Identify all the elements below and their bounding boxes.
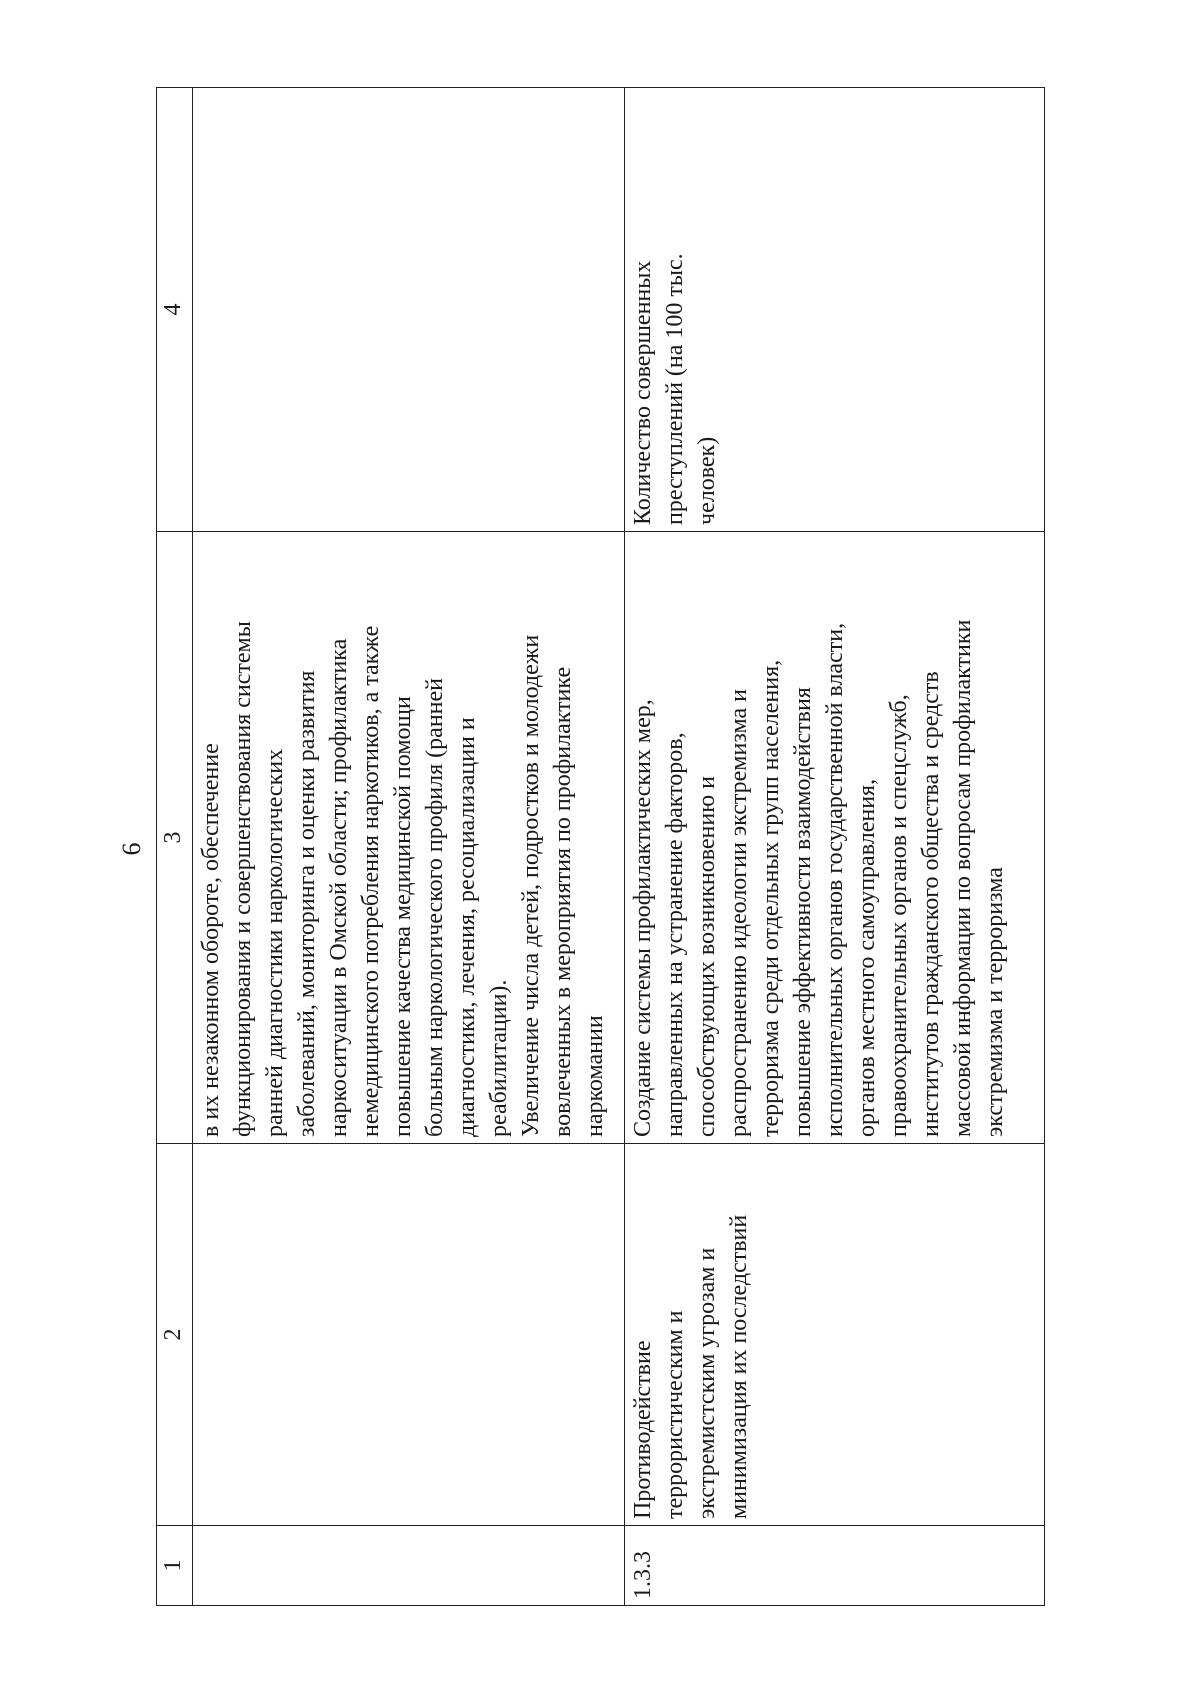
row-description-cell: Создание системы профилактических мер, направленных на устранение факторов, способствующих возникновению и распространению идеологии экстремизма и терроризма среди отдельных групп населения, повышение эффективности взаимодействия исполнительных органов государственной власти, органов местного самоуправления, правоохранительных органов и спецслужб, институтов гражданского общества и средств массовой информации по вопросам профилактики экстремизма и терроризма (625, 532, 1045, 1144)
row-description-cell: в их незаконном обороте, обеспечение функционирования и совершенствования системы ранней диагностики наркологических заболеваний, мониторинга и оценки развития наркоситуации в Омской области; профилактика немедицинского потребления наркотиков, а также повышение качества медицинской помощи больным наркологического профиля (ранней диагностики, лечения, ресоциализации и реабилитации). Увеличение числа детей, подростков и молодежи вовлеченных в мероприятия по профилактике наркомании (193, 532, 625, 1144)
rotated-table-container (156, 88, 1044, 1606)
table-row (193, 88, 625, 1606)
row-indicator-cell (193, 88, 625, 532)
program-table (156, 87, 1045, 1606)
header-cell: 1 (157, 1526, 193, 1606)
row-name-cell (193, 1144, 625, 1526)
header-cell: 2 (157, 1144, 193, 1526)
page-number: 6 (117, 842, 146, 856)
table-row (625, 88, 1045, 1606)
header-cell: 3 (157, 532, 193, 1144)
header-cell: 4 (157, 88, 193, 532)
row-number-cell (193, 1526, 625, 1606)
row-name-cell: Противодействие террористическим и экстремистским угрозам и минимизация их последствий (625, 1144, 1045, 1526)
row-indicator-cell: Количество совершенных преступлений (на 100 тыс. человек) (625, 88, 1045, 532)
table-header-row (157, 88, 193, 1606)
row-number-cell: 1.3.3 (625, 1526, 1045, 1606)
